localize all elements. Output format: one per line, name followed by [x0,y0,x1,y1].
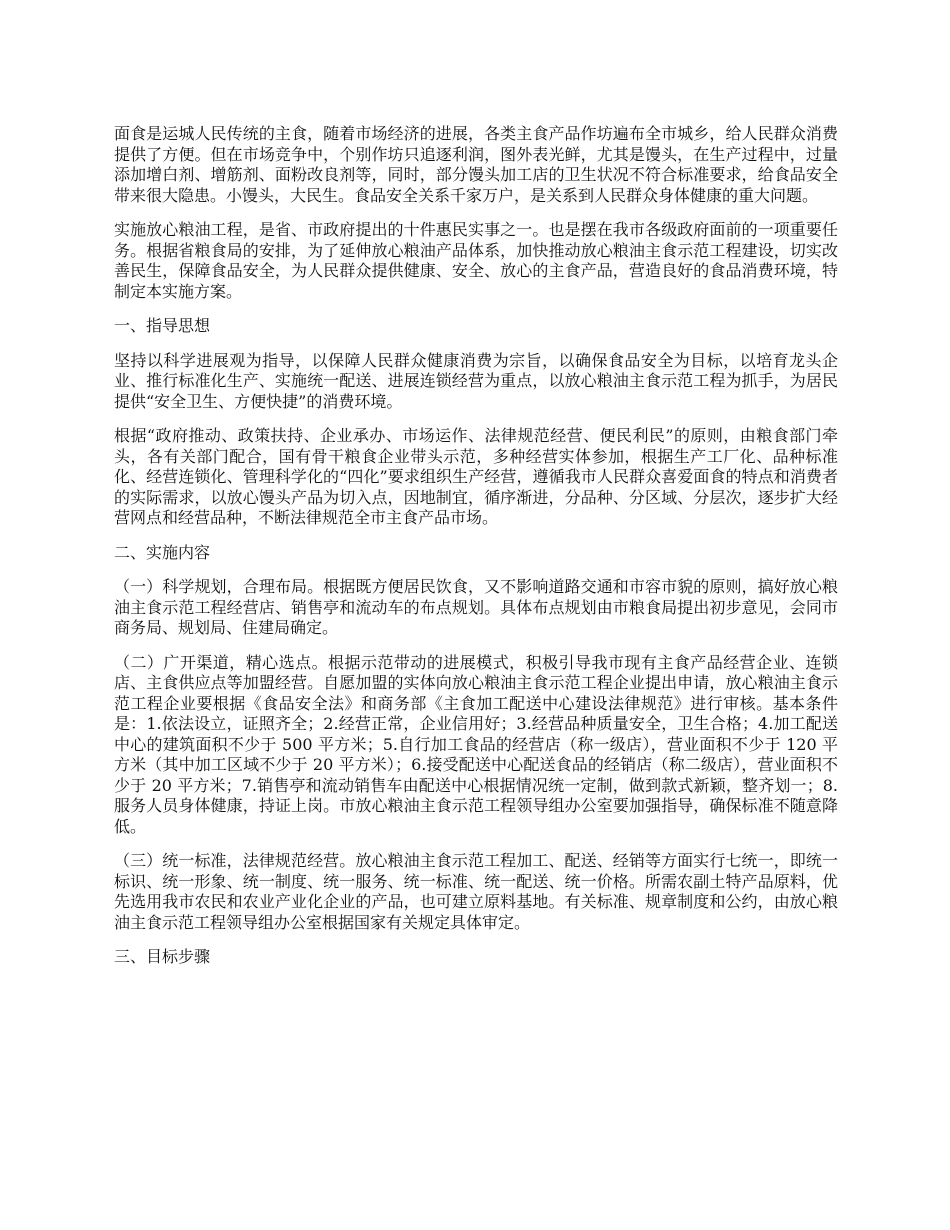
section-heading-guiding-ideology: 一、指导思想 [114,316,211,335]
paragraph-intro-staple-food: 面食是运城人民传统的主食，随着市场经济的进展，各类主食产品作坊遍布全市城乡，给人民群众消费提供了方便。但在市场竞争中，个别作坊只追逐利润，图外表光鲜，尤其是馒头，在生产过程中，过量添加增白剂、增筋剂、面粉改良剂等，同时，部分馒头加工店的卫生状况不符合标准要求，给食品安全带来很大隐患。小馒头，大民生。食品安全关系千家万户，是关系到人民群众身体健康的重大问题。 [114,124,838,205]
paragraph-planning-layout: （一）科学规划，合理布局。根据既方便居民饮食，又不影响道路交通和市容市貌的原则，搞好放心粮油主食示范工程经营店、销售亭和流动车的布点规划。具体布点规划由市粮食局提出初步意见，会同市商务局、规划局、住建局确定。 [114,577,838,637]
section-heading-goals-steps: 三、目标步骤 [114,947,211,966]
paragraph-unified-standards: （三）统一标准，法律规范经营。放心粮油主食示范工程加工、配送、经销等方面实行七统一，即统一标识、统一形象、统一制度、统一服务、统一标准、统一配送、统一价格。所需农副土特产品原料，优先选用我市农民和农业产业化企业的产品，也可建立原料基地。有关标准、规章制度和公约，由放心粮油主食示范工程领导组办公室根据国家有关规定具体审定。 [114,851,838,932]
paragraph-project-purpose: 实施放心粮油工程，是省、市政府提出的十件惠民实事之一。也是摆在我市各级政府面前的一项重要任务。根据省粮食局的安排，为了延伸放心粮油产品体系，加快推动放心粮油主食示范工程建设，切实改善民生，保障食品安全，为人民群众提供健康、安全、放心的主食产品，营造良好的食品消费环境，特制定本实施方案。 [114,220,838,301]
paragraph-principles: 根据“政府推动、政策扶持、企业承办、市场运作、法律规范经营、便民利民”的原则，由粮食部门牵头，各有关部门配合，国有骨干粮食企业带头示范，多种经营实体参加，根据生产工厂化、品种标准化、经营连锁化、管理科学化的“四化”要求组织生产经营，遵循我市人民群众喜爱面食的特点和消费者的实际需求，以放心馒头产品为切入点，因地制宜，循序渐进，分品种、分区域、分层次，逐步扩大经营网点和经营品种，不断法律规范全市主食产品市场。 [114,426,838,527]
paragraph-channels-site-selection: （二）广开渠道，精心选点。根据示范带动的进展模式，积极引导我市现有主食产品经营企业、连锁店、主食供应点等加盟经营。自愿加盟的实体向放心粮油主食示范工程企业提出申请，放心粮油主食示范工程企业要根据《食品安全法》和商务部《主食加工配送中心建设法律规范》进行审核。基本条件是：1.依法设立，证照齐全；2.经营正常，企业信用好；3.经营品种质量安全，卫生合格；4.加工配送中心的建筑面积不少于 500 平方米；5.自行加工食品的经营店（称一级店），营业面积不少于 120 平方米（其中加工区域不少于 20 平方米）；6.接受配送中心配送食品的经销店（称二级店），营业面积不少于 20 平方米；7.销售亭和流动销售车由配送中心根据情况统一定制，做到款式新颖，整齐划一；8.服务人员身体健康，持证上岗。市放心粮油主食示范工程领导组办公室要加强指导，确保标准不随意降低。 [114,652,838,836]
document-body [114,124,838,982]
paragraph-guiding-ideology: 坚持以科学进展观为指导，以保障人民群众健康消费为宗旨，以确保食品安全为目标，以培育龙头企业、推行标准化生产、实施统一配送、进展连锁经营为重点，以放心粮油主食示范工程为抓手，为居民提供“安全卫生、方便快捷”的消费环境。 [114,350,838,411]
section-heading-implementation: 二、实施内容 [114,542,211,562]
